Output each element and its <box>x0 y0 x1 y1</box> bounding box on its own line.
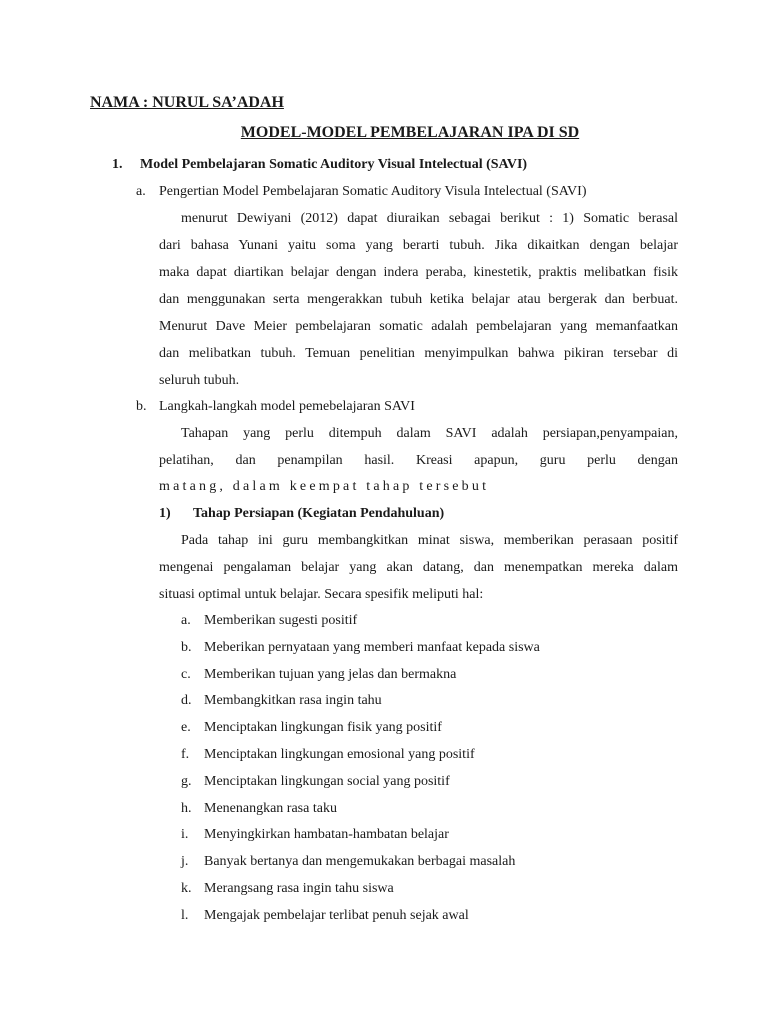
subsection-b-label: b. <box>136 399 147 414</box>
list-item: Memberikan tujuan yang jelas dan bermakna <box>204 667 457 682</box>
paragraph-line: maka dapat diartikan belajar dengan indera peraba, kinestetik, praktis melibatkan fisik <box>159 265 678 280</box>
paragraph-line: Tahapan yang perlu ditempuh dalam SAVI adalah persiapan,penyampaian, <box>181 426 678 441</box>
subsection-a-label: a. <box>136 184 146 199</box>
list-item-label: k. <box>181 881 192 896</box>
list-item: Menciptakan lingkungan social yang positif <box>204 774 450 789</box>
list-item-label: l. <box>181 908 189 923</box>
paragraph-line: matang, dalam keempat tahap tersebut <box>159 479 490 494</box>
list-item: Membangkitkan rasa ingin tahu <box>204 693 382 708</box>
paragraph-line: situasi optimal untuk belajar. Secara spesifik meliputi hal: <box>159 587 484 602</box>
list-item-label: j. <box>181 854 189 869</box>
list-item: Mengajak pembelajar terlibat penuh sejak awal <box>204 908 469 923</box>
subsection-b-title: Langkah-langkah model pemebelajaran SAVI <box>159 399 415 414</box>
list-item-label: h. <box>181 801 192 816</box>
list-item: Meberikan pernyataan yang memberi manfaat kepada siswa <box>204 640 540 655</box>
list-item-label: d. <box>181 693 192 708</box>
list-item: Banyak bertanya dan mengemukakan berbagai masalah <box>204 854 516 869</box>
list-item: Menciptakan lingkungan emosional yang positif <box>204 747 475 762</box>
paragraph-line: dan melibatkan tubuh. Temuan penelitian menyimpulkan bahwa pikiran tersebar di <box>159 346 678 361</box>
step-number: 1) <box>159 506 171 521</box>
list-item: Menenangkan rasa taku <box>204 801 337 816</box>
list-item-label: c. <box>181 667 191 682</box>
list-item-label: g. <box>181 774 192 789</box>
list-item-label: b. <box>181 640 192 655</box>
paragraph-line: menurut Dewiyani (2012) dapat diuraikan sebagai berikut : 1) Somatic berasal <box>181 211 678 226</box>
paragraph-line: Menurut Dave Meier pembelajaran somatic adalah pembelajaran yang memanfaatkan <box>159 319 678 334</box>
paragraph-line: mengenai pengalaman belajar yang akan datang, dan menempatkan mereka dalam <box>159 560 678 575</box>
paragraph-line: pelatihan, dan penampilan hasil. Kreasi apapun, guru perlu dengan <box>159 453 678 468</box>
document-title: MODEL-MODEL PEMBELAJARAN IPA DI SD <box>240 124 580 141</box>
step-title: Tahap Persiapan (Kegiatan Pendahuluan) <box>193 506 445 521</box>
section-title: Model Pembelajaran Somatic Auditory Visual Intelectual (SAVI) <box>140 157 528 172</box>
section-number: 1. <box>112 157 123 172</box>
list-item-label: i. <box>181 827 189 842</box>
list-item: Menyingkirkan hambatan-hambatan belajar <box>204 827 449 842</box>
paragraph-line: dari bahasa Yunani yaitu soma yang berarti tubuh. Jika dikaitkan dengan belajar <box>159 238 678 253</box>
paragraph-line: Pada tahap ini guru membangkitkan minat siswa, memberikan perasaan positif <box>181 533 678 548</box>
list-item-label: e. <box>181 720 191 735</box>
list-item-label: a. <box>181 613 191 628</box>
list-item: Menciptakan lingkungan fisik yang positif <box>204 720 442 735</box>
author-name: NAMA : NURUL SA’ADAH <box>90 94 284 111</box>
subsection-a-title: Pengertian Model Pembelajaran Somatic Auditory Visula Intelectual (SAVI) <box>159 184 587 199</box>
list-item: Merangsang rasa ingin tahu siswa <box>204 881 394 896</box>
paragraph-line: dan menggunakan serta mengerakkan tubuh ketika belajar atau bergerak dan berbuat. <box>159 292 678 307</box>
list-item-label: f. <box>181 747 190 762</box>
list-item: Memberikan sugesti positif <box>204 613 358 628</box>
paragraph-line: seluruh tubuh. <box>159 373 240 388</box>
